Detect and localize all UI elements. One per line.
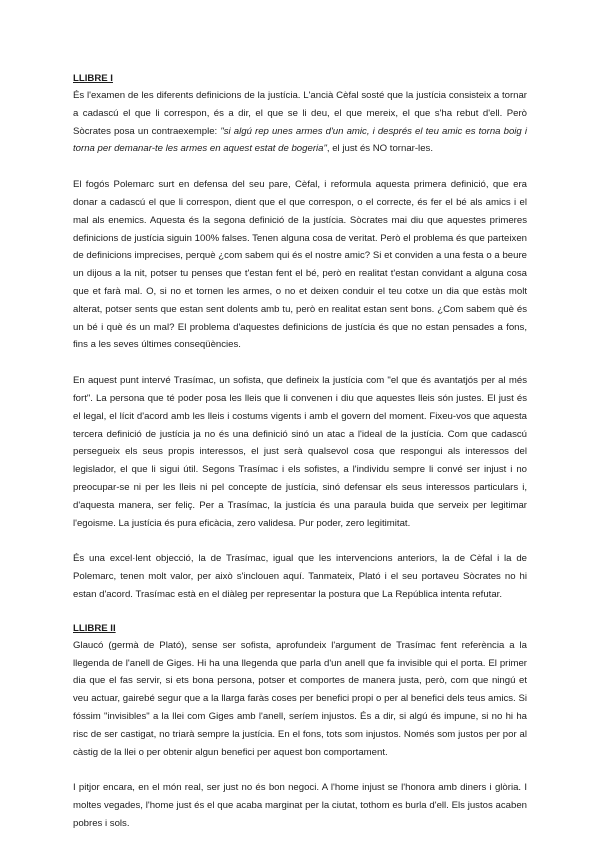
paragraph-polemarc: El fogós Polemarc surt en defensa del seu pare, Cèfal, i reformula aquesta primera definició, que era donar a cadascú el que li correspon, dient que el que correspon, o el correcte, és fer el bé als amics i el mal als enemics. Aquesta és la segona definició de la justícia. Sòcrates mai diu que aquestes primeres definicions de justícia siguin 100% falses. Tenen alguna cosa de veritat. Però el problema és que parteixen de definicions imprecises, perquè ¿com sabem qui és el nostre amic? Si et conviden a una festa o a beure un dijous a la nit, potser tu penses que t'estan fent el bé, però en realitat t'estan convidant a alguna cosa que et farà mal. O, si no et tornen les armes, o no et deixen conduir el teu cotxe un dia que estàs molt alterat, potser sents que estan sent dolents amb tu, però en realitat estan sent bons. ¿Com sabem què és un bé i què és un mal? El problema d'aquestes definicions de justícia és que no estan pensades a fons, fins a les seves últimes conseqüències. bbox=[73, 179, 527, 351]
paragraph-cefal bbox=[73, 87, 527, 158]
section-heading-llibre-1: LLIBRE I bbox=[73, 73, 113, 84]
paragraph-trasimac: En aquest punt intervé Trasímac, un sofista, que defineix la justícia com "el que és avantatjós per al més fort". La persona que té poder posa les lleis que li convenen i diu que aquestes lleis són justes. El just és el legal, el lícit d'acord amb les lleis i costums vigents i amb el govern del moment. Fixeu-vos que aquesta tercera definició de justícia ja no és una definició sinó un atac a l'ideal de la justícia. Com que cadascú persegueix els seus propis interessos, el just serà qualsevol cosa que respongui als interessos del legislador, el que li sigui útil. Segons Trasímac i els sofistes, a l'individu sempre li convé ser injust i no preocupar-se ni per les lleis ni pel concepte de justícia, sinó defensar els seus interessos particulars i, d'aquesta manera, ser feliç. Per a Trasímac, la justícia és una paraula buida que serveix per legitimar l'egoisme. La justícia és pura eficàcia, zero validesa. Pur poder, zero legitimitat. bbox=[73, 375, 527, 529]
paragraph-pitjor: I pitjor encara, en el món real, ser just no és bon negoci. A l'home injust se l'honora amb diners i glòria. I moltes vegades, l'home just és el que acaba marginat per la ciutat, tothom es burla d'ell. Els justos acaben pobres i sols. bbox=[73, 782, 527, 829]
paragraph-glauco: Glaucó (germà de Plató), sense ser sofista, aprofundeix l'argument de Trasímac fent referència a la llegenda de l'anell de Giges. Hi ha una llegenda que parla d'un anell que fa invisible qui el porta. El primer dia que el fas servir, si ets bona persona, potser et comportes de manera justa, però, com que ningú et veu actuar, gairebé segur que a la llarga faràs coses per benefici propi o per al benefici dels teus amics. Si fóssim "invisibles" a la llei com Giges amb l'anell, seríem injustos. És a dir, si algú és impune, si no hi ha risc de ser castigat, no triarà sempre la justícia. En el fons, tots som injustos. Només som justos per por al càstig de la llei o per obtenir algun benefici per aquest bon comportament. bbox=[73, 639, 527, 758]
italic-quote: "si algú rep unes armes d'un amic, i després el teu amic es torna boig i torna per demanar-te les armes en aquest estat de bogeria" bbox=[73, 125, 527, 155]
section-heading-llibre-2: LLIBRE II bbox=[73, 622, 116, 634]
document-page bbox=[73, 70, 527, 833]
paragraph-text: És l'examen de les diferents definicions de la justícia. L'ancià Cèfal sosté que la justícia consisteix a tornar a cadascú el que li correspon, és a dir, el que se li deu, el que mereix, el que s'ha rebut d'ell. Però Sòcrates posa un contraexemple: bbox=[73, 90, 527, 137]
paragraph-text: , el just és NO tornar-les. bbox=[326, 143, 433, 155]
paragraph-objeccio: És una excel·lent objecció, la de Trasímac, igual que les intervencions anteriors, la de Cèfal i la de Polemarc, tenen molt valor, per això s'inclouen aquí. Tanmateix, Plató i el seu portaveu Sòcrates no hi estan d'acord. Trasímac està en el diàleg per representar la postura que La República intenta refutar. bbox=[73, 553, 527, 600]
